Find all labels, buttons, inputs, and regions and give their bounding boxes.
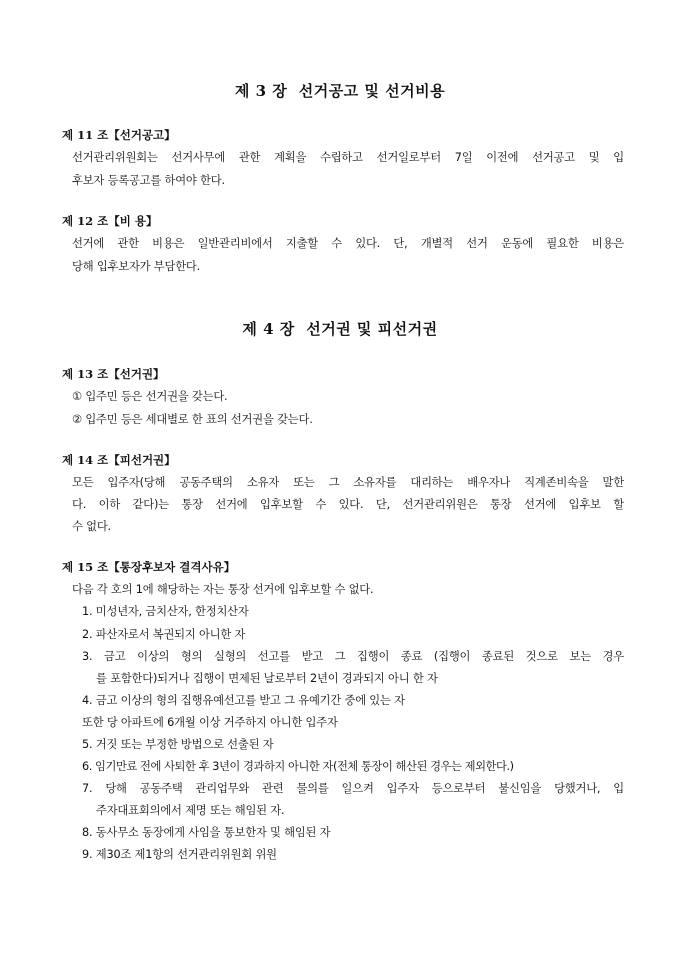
article-15-item: 1. 미성년자, 금치산자, 한정치산자 [82, 605, 249, 618]
article-15-title: 제 15 조【통장후보자 결격사유】 [62, 560, 236, 574]
article-12-line-1: 선거에 관한 비용은 일반관리비에서 지출할 수 있다. 단, 개별적 선거 운동에 필요한 비용은 [72, 237, 624, 250]
article-11-title: 제 11 조【선거공고】 [62, 128, 176, 142]
article-15-item-continuation: 를 포함한다)되거나 집행이 면제된 날로부터 2년이 경과되지 아니 한 자 [96, 672, 438, 685]
article-14-line-3: 수 없다. [72, 520, 111, 533]
article-14-line-1: 모든 입주자(당해 공동주택의 소유자 또는 그 소유자를 대리하는 배우자나 직계존비속을 말한 [72, 476, 624, 489]
article-15-item: 3. 금고 이상의 형의 실형의 선고를 받고 그 집행이 종료 (집행이 종료된 것으로 보는 경우 [82, 650, 624, 663]
article-14-line-2: 다. 이하 같다)는 통장 선거에 입후보할 수 있다. 단, 선거관리위원은 통장 선거에 입후보 할 [72, 498, 624, 511]
article-15-item: 4. 금고 이상의 형의 집행유예선고를 받고 그 유예기간 중에 있는 자 [82, 694, 405, 707]
chapter-4-title: 제 4 장 선거권 및 피선거권 [242, 320, 438, 338]
article-15-item: 9. 제30조 제1항의 선거관리위원회 위원 [82, 848, 277, 861]
article-12-line-2: 당해 입후보자가 부담한다. [72, 260, 201, 273]
article-15-item-continuation: 또한 당 아파트에 6개월 이상 거주하지 아니한 입주자 [82, 716, 338, 729]
article-15-intro: 다음 각 호의 1에 해당하는 자는 통장 선거에 입후보할 수 없다. [72, 583, 374, 596]
article-15-item: 7. 당해 공동주택 관리업무와 관련 물의를 일으켜 입주자 등으로부터 불신임을 당했거나, 입 [82, 782, 624, 795]
article-12-title: 제 12 조【비 용】 [62, 214, 158, 228]
article-14-title: 제 14 조【피선거권】 [62, 453, 176, 467]
chapter-3-title: 제 3 장 선거공고 및 선거비용 [234, 82, 446, 100]
article-15-item: 2. 파산자로서 복권되지 아니한 자 [82, 628, 246, 641]
article-13-title: 제 13 조【선거권】 [62, 367, 165, 381]
article-15-item: 6. 임기만료 전에 사퇴한 후 3년이 경과하지 아니한 자(전체 통장이 해산된 경우는 제외한다.) [82, 760, 514, 773]
article-13-item-1: ① 입주민 등은 선거권을 갖는다. [72, 390, 228, 403]
article-15-item-continuation: 주자대표회의에서 제명 또는 해임된 자. [96, 804, 285, 817]
article-11-line-1: 선거관리위원회는 선거사무에 관한 계획을 수립하고 선거일로부터 7일 이전에 선거공고 및 입 [72, 151, 624, 164]
article-15-item: 5. 거짓 또는 부정한 방법으로 선출된 자 [82, 738, 274, 751]
article-11-line-2: 후보자 등록공고를 하여야 한다. [72, 174, 225, 187]
article-15-item: 8. 동사무소 동장에게 사임을 통보한자 및 해임된 자 [82, 826, 331, 839]
article-13-item-2: ② 입주민 등은 세대별로 한 표의 선거권을 갖는다. [72, 413, 313, 426]
